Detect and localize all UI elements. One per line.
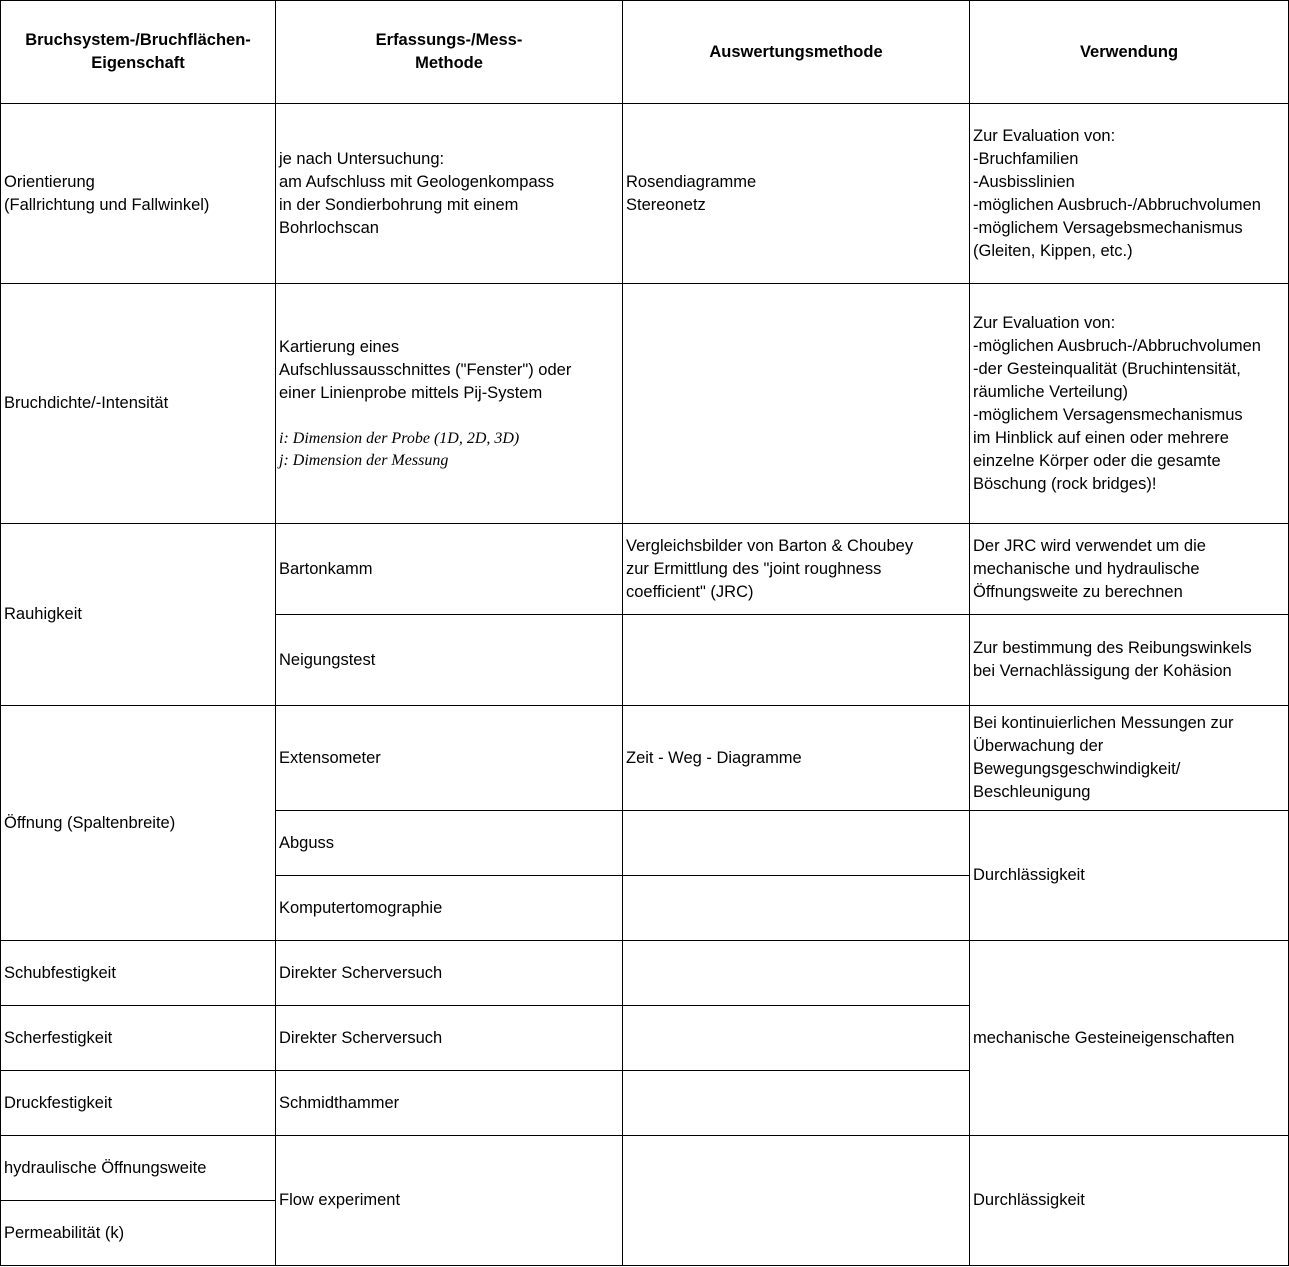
orientierung-property	[1, 104, 276, 284]
text-line: -möglichem Versagensmechanismus	[973, 405, 1243, 424]
orientierung-evaluation	[623, 104, 970, 284]
table-row	[1, 941, 1289, 1006]
druck-property: Druckfestigkeit	[1, 1071, 276, 1136]
text-line: Aufschlussausschnittes ("Fenster") oder	[279, 360, 572, 379]
note-line: i: Dimension der Probe (1D, 2D, 3D)	[279, 429, 520, 447]
text-line: -möglichen Ausbruch-/Abbruchvolumen	[973, 195, 1261, 214]
orientierung-use	[970, 104, 1289, 284]
bruchdichte-property: Bruchdichte/-Intensität	[1, 284, 276, 524]
oeffnung-use-1	[970, 706, 1289, 811]
text-line: je nach Untersuchung:	[279, 149, 445, 168]
text-line: -der Gesteinqualität (Bruchintensität,	[973, 359, 1241, 378]
text-line: Böschung (rock bridges)!	[973, 474, 1157, 493]
oeffnung-method-1: Extensometer	[276, 706, 623, 811]
text-line: Kartierung eines	[279, 337, 400, 356]
text-line: Rosendiagramme	[626, 172, 757, 191]
header-method-line2: Methode	[415, 54, 483, 72]
header-property	[1, 1, 276, 104]
header-evaluation: Auswertungsmethode	[623, 1, 970, 104]
text-line: Stereonetz	[626, 195, 706, 214]
table-row	[1, 104, 1289, 284]
header-method-line1: Erfassungs-/Mess-	[375, 31, 523, 49]
text-line: räumliche Verteilung)	[973, 382, 1128, 401]
bruchdichte-evaluation	[623, 284, 970, 524]
schub-property: Schubfestigkeit	[1, 941, 276, 1006]
oeffnung-method-3: Komputertomographie	[276, 876, 623, 941]
header-method	[276, 1, 623, 104]
note-line: j: Dimension der Messung	[279, 451, 449, 469]
text-line: Zur bestimmung des Reibungswinkels	[973, 639, 1252, 657]
text-line: (Fallrichtung und Fallwinkel)	[4, 195, 210, 214]
text-line: Bohrlochscan	[279, 218, 379, 237]
rauhigkeit-use-2	[970, 615, 1289, 706]
rauhigkeit-evaluation-2	[623, 615, 970, 706]
druck-evaluation	[623, 1071, 970, 1136]
schub-method: Direkter Scherversuch	[276, 941, 623, 1006]
hydraulik-use: Durchlässigkeit	[970, 1136, 1289, 1266]
oeffnung-use-shared: Durchlässigkeit	[970, 811, 1289, 941]
text-line: Vergleichsbilder von Barton & Choubey	[626, 536, 914, 555]
table-row	[1, 706, 1289, 811]
text-line: Der JRC wird verwendet um die	[973, 536, 1206, 555]
text-line: mechanische und hydraulische	[973, 559, 1200, 578]
bruchdichte-use	[970, 284, 1289, 524]
text-line: Zur Evaluation von:	[973, 313, 1116, 332]
text-line: einzelne Körper oder die gesamte	[973, 451, 1221, 470]
header-property-line1: Bruchsystem-/Bruchflächen-	[25, 31, 251, 49]
rauhigkeit-property: Rauhigkeit	[1, 524, 276, 706]
oeffnung-evaluation-3	[623, 876, 970, 941]
text-line: in der Sondierbohrung mit einem	[279, 195, 519, 214]
text-line: Orientierung	[4, 172, 95, 191]
hydraulik-property-2: Permeabilität (k)	[1, 1201, 276, 1266]
text-line: zur Ermittlung des "joint roughness	[626, 559, 882, 578]
table-row	[1, 524, 1289, 615]
hydraulik-evaluation	[623, 1136, 970, 1266]
text-line: bei Vernachlässigung der Kohäsion	[973, 662, 1232, 680]
text-line: -möglichem Versagebsmechanismus	[973, 218, 1243, 237]
table-row	[1, 1136, 1289, 1201]
text-line: Öffnungsweite zu berechnen	[973, 582, 1183, 601]
rauhigkeit-method-1: Bartonkamm	[276, 524, 623, 615]
oeffnung-method-2: Abguss	[276, 811, 623, 876]
rauhigkeit-use-1	[970, 524, 1289, 615]
header-row	[1, 1, 1289, 104]
spacer	[279, 405, 619, 428]
oeffnung-evaluation-2	[623, 811, 970, 876]
oeffnung-property: Öffnung (Spaltenbreite)	[1, 706, 276, 941]
orientierung-method	[276, 104, 623, 284]
text-line: -Ausbisslinien	[973, 172, 1075, 191]
header-property-line2: Eigenschaft	[91, 54, 185, 72]
text-line: coefficient" (JRC)	[626, 582, 754, 601]
schub-evaluation	[623, 941, 970, 1006]
hydraulik-property-1: hydraulische Öffnungsweite	[1, 1136, 276, 1201]
rauhigkeit-method-2: Neigungstest	[276, 615, 623, 706]
oeffnung-evaluation-1: Zeit - Weg - Diagramme	[623, 706, 970, 811]
text-line: Bewegungsgeschwindigkeit/	[973, 760, 1181, 778]
text-line: Beschleunigung	[973, 783, 1091, 801]
table-row	[1, 284, 1289, 524]
text-line: Bei kontinuierlichen Messungen zur	[973, 714, 1234, 732]
text-line: am Aufschluss mit Geologenkompass	[279, 172, 555, 191]
festigkeit-use-shared: mechanische Gesteineigenschaften	[970, 941, 1289, 1136]
text-line: -Bruchfamilien	[973, 149, 1079, 168]
bruchdichte-method	[276, 284, 623, 524]
text-line: Zur Evaluation von:	[973, 126, 1116, 145]
text-line: (Gleiten, Kippen, etc.)	[973, 241, 1133, 260]
text-line: Überwachung der	[973, 737, 1104, 755]
rauhigkeit-evaluation-1	[623, 524, 970, 615]
header-use: Verwendung	[970, 1, 1289, 104]
scher-property: Scherfestigkeit	[1, 1006, 276, 1071]
scher-method: Direkter Scherversuch	[276, 1006, 623, 1071]
hydraulik-method: Flow experiment	[276, 1136, 623, 1266]
text-line: im Hinblick auf einen oder mehrere	[973, 428, 1229, 447]
text-line: einer Linienprobe mittels Pij-System	[279, 383, 543, 402]
text-line: -möglichen Ausbruch-/Abbruchvolumen	[973, 336, 1261, 355]
druck-method: Schmidthammer	[276, 1071, 623, 1136]
scher-evaluation	[623, 1006, 970, 1071]
